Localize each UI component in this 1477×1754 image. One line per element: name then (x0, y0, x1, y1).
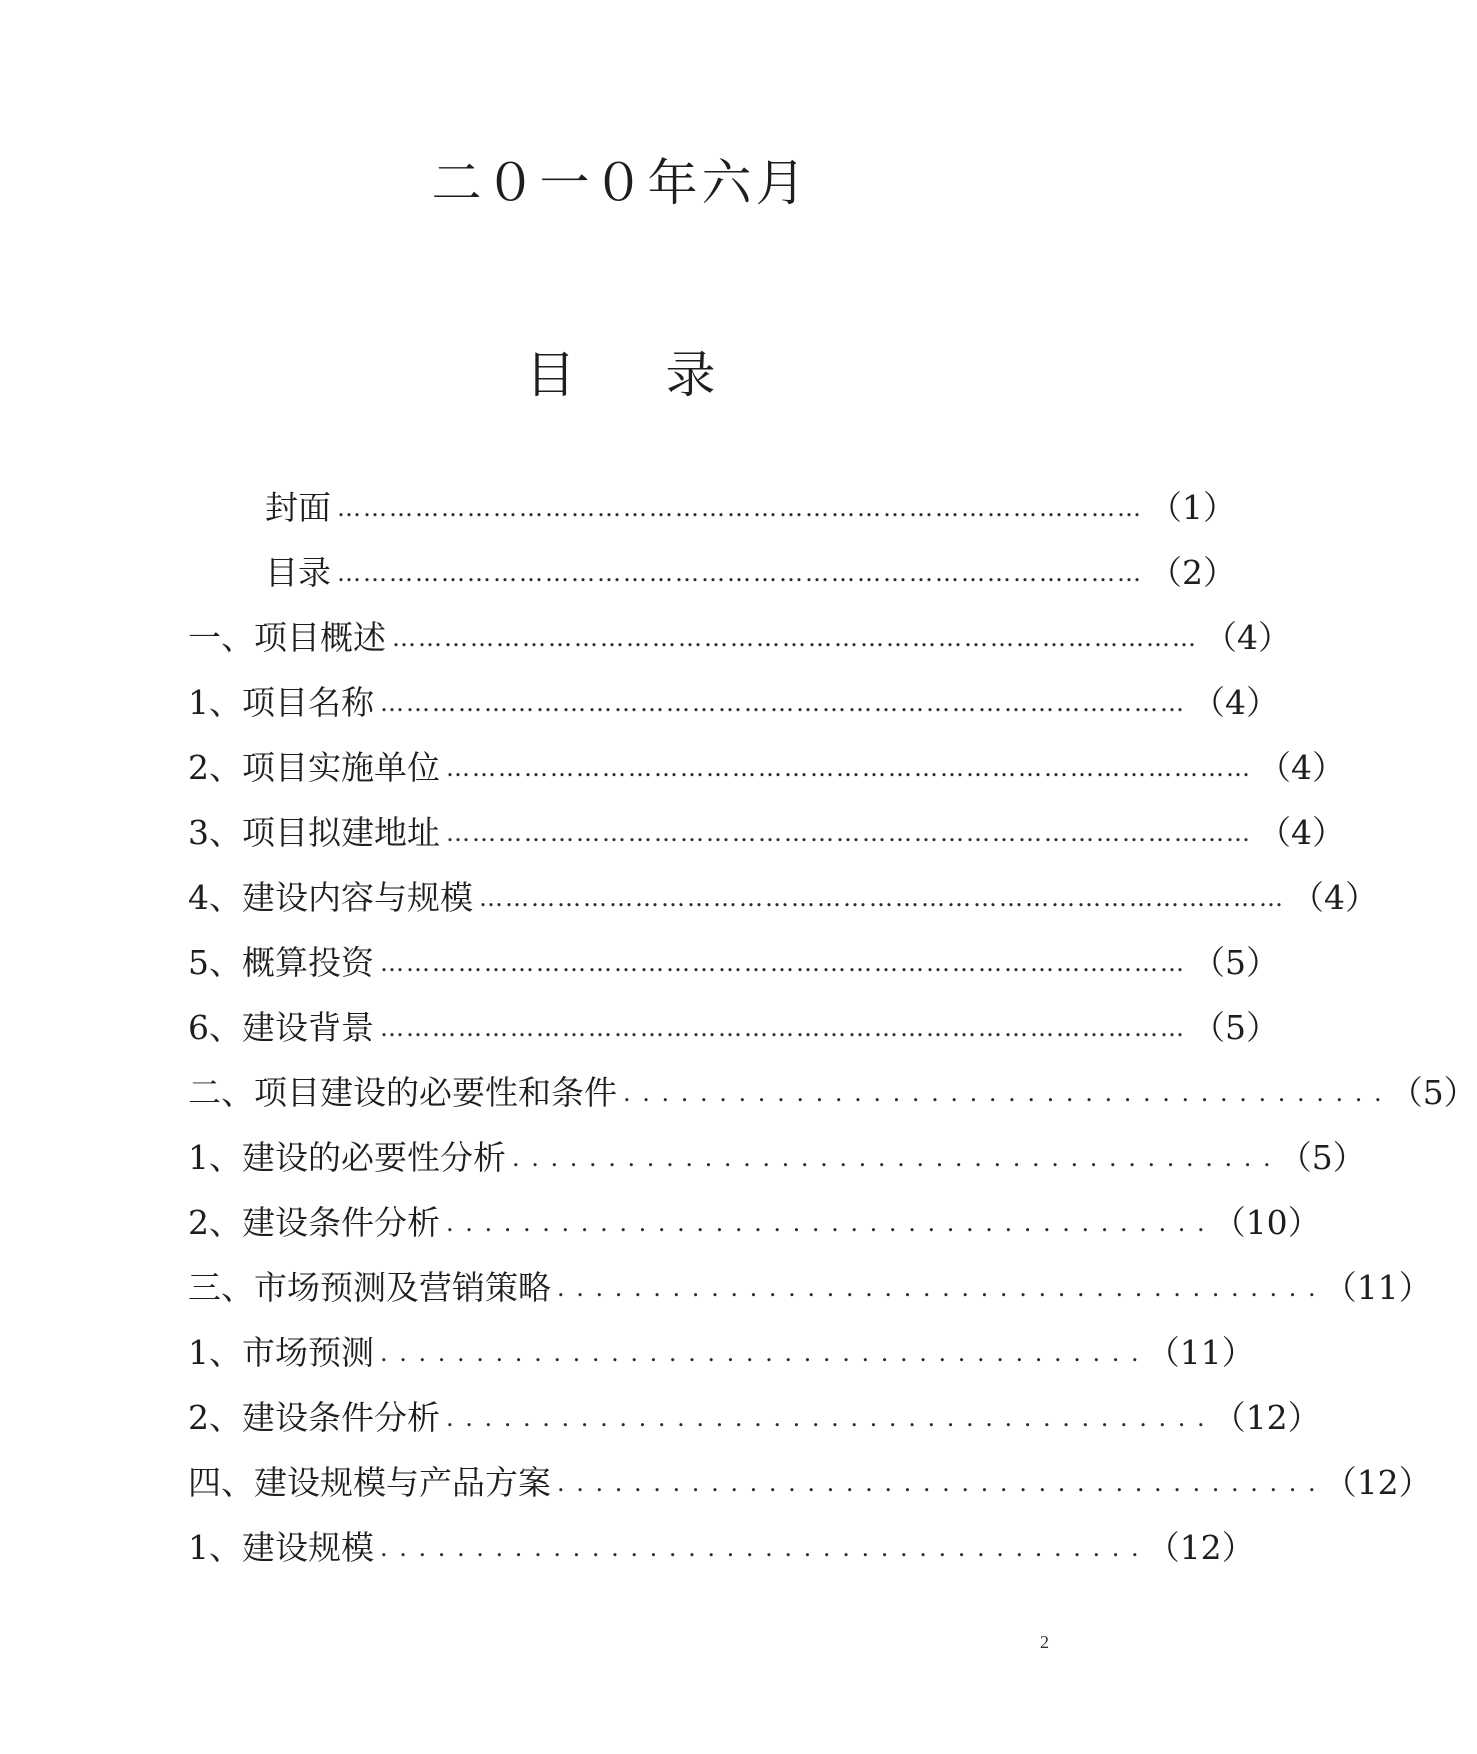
toc-entry-page: （2） (1149, 553, 1236, 592)
toc-entry-page: （5） (1192, 1008, 1279, 1047)
toc-entry-leader: ………………………………………………………………………………… (392, 624, 1198, 652)
page-number: 2 (1040, 1632, 1049, 1652)
toc-entry-label: 2、建设条件分析 (188, 1203, 440, 1242)
toc-entry-leader: . . . . . . . . . . . . . . . . . . . . . . . . . . . . . . . . . . . . . . . . (446, 1404, 1207, 1432)
toc-entry-leader: . . . . . . . . . . . . . . . . . . . . . . . . . . . . . . . . . . . . . . . . (557, 1274, 1318, 1302)
toc-heading (0, 340, 1241, 410)
toc-entry[interactable] (188, 1258, 1432, 1318)
toc-entry[interactable] (188, 868, 1378, 928)
toc-entry[interactable] (188, 738, 1345, 798)
toc-entry-label: 1、建设的必要性分析 (188, 1138, 506, 1177)
toc-entry[interactable] (188, 1323, 1255, 1383)
toc-heading-part2: 录 (665, 346, 716, 404)
toc-entry-page: （4） (1192, 683, 1279, 722)
toc-entry-leader: . . . . . . . . . . . . . . . . . . . . . . . . . . . . . . . . . . . . . . . . (380, 1339, 1141, 1367)
toc-entry-label: 1、建设规模 (188, 1528, 374, 1567)
toc-entry[interactable] (188, 673, 1279, 733)
document-date: 二０一０年六月 (431, 154, 810, 212)
toc-entry-label: 一、项目概述 (188, 618, 386, 657)
toc-entry-page: （5） (1278, 1138, 1366, 1177)
toc-entry-page: （10） (1212, 1203, 1321, 1242)
toc-entry-label: 5、概算投资 (188, 943, 374, 982)
toc-entry-label: 4、建设内容与规模 (188, 878, 473, 917)
toc-entry-page: （1） (1149, 488, 1236, 527)
toc-entry[interactable] (188, 1063, 1477, 1123)
toc-entry[interactable] (188, 1388, 1321, 1448)
toc-entry-leader: ………………………………………………………………………………… (380, 689, 1186, 717)
toc-entry-page: （4） (1291, 878, 1378, 917)
toc-entry[interactable] (188, 608, 1291, 668)
toc-entry-label: 四、建设规模与产品方案 (188, 1463, 551, 1502)
toc-entry-label: 1、市场预测 (188, 1333, 374, 1372)
toc-entry[interactable] (188, 1518, 1255, 1578)
toc-entry-leader: . . . . . . . . . . . . . . . . . . . . . . . . . . . . . . . . . . . . . . . . (623, 1079, 1384, 1107)
toc-entry-label: 封面 (265, 488, 331, 527)
toc-entry-label: 3、项目拟建地址 (188, 813, 440, 852)
toc-entry-label: 三、市场预测及营销策略 (188, 1268, 551, 1307)
toc-entry-leader: . . . . . . . . . . . . . . . . . . . . . . . . . . . . . . . . . . . . . . . . (380, 1534, 1141, 1562)
toc-entry[interactable] (188, 998, 1279, 1058)
toc-entry-leader: ………………………………………………………………………………… (337, 559, 1143, 587)
toc-entry-leader: . . . . . . . . . . . . . . . . . . . . . . . . . . . . . . . . . . . . . . . . (557, 1469, 1318, 1497)
toc-entry-label: 二、项目建设的必要性和条件 (188, 1073, 617, 1112)
toc-entry-leader: . . . . . . . . . . . . . . . . . . . . . . . . . . . . . . . . . . . . . . . . (446, 1209, 1207, 1237)
toc-entry-leader: ………………………………………………………………………………… (380, 949, 1186, 977)
toc-entry-leader: ………………………………………………………………………………… (446, 754, 1252, 782)
toc-entry-page: （5） (1389, 1073, 1477, 1112)
toc-entry-page: （12） (1146, 1528, 1255, 1567)
toc-entry-page: （11） (1323, 1268, 1432, 1307)
toc-entry[interactable] (188, 1128, 1366, 1188)
toc-entry-page: （4） (1204, 618, 1291, 657)
toc-entry[interactable] (188, 803, 1345, 863)
toc-entry-label: 2、项目实施单位 (188, 748, 440, 787)
toc-entry-leader: ………………………………………………………………………………… (337, 494, 1143, 522)
toc-entry-leader: ………………………………………………………………………………… (446, 819, 1252, 847)
toc-entry-page: （4） (1258, 813, 1345, 852)
toc-entry-label: 目录 (265, 553, 331, 592)
toc-heading-part1: 目 (525, 346, 576, 404)
toc-entry-leader: . . . . . . . . . . . . . . . . . . . . . . . . . . . . . . . . . . . . . . . . (512, 1144, 1273, 1172)
toc-entry[interactable] (188, 933, 1279, 993)
toc-entry-label: 6、建设背景 (188, 1008, 374, 1047)
toc-entry-page: （4） (1258, 748, 1345, 787)
toc-entry-label: 1、项目名称 (188, 683, 374, 722)
toc-entry-page: （12） (1212, 1398, 1321, 1437)
toc-entry-label: 2、建设条件分析 (188, 1398, 440, 1437)
toc-entry-leader: ………………………………………………………………………………… (479, 884, 1285, 912)
toc-entry-page: （5） (1192, 943, 1279, 982)
toc-entry-page: （12） (1323, 1463, 1432, 1502)
toc-entry[interactable] (188, 1453, 1432, 1513)
toc-entry-page: （11） (1146, 1333, 1255, 1372)
toc-entry[interactable] (265, 478, 1236, 538)
toc-entry[interactable] (188, 1193, 1321, 1253)
toc-entry[interactable] (265, 543, 1236, 603)
toc-entry-leader: ………………………………………………………………………………… (380, 1014, 1186, 1042)
